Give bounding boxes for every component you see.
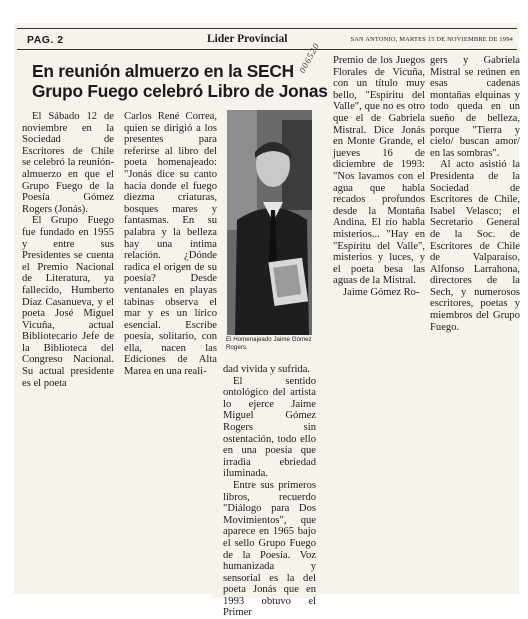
paragraph: gers y Gabriela Mistral se reúnen en esas cadenas montañas elquinas y todo queda en un sueño de belleza, porque "Tierra y cielo/ buscan amor/ en las sombras".	[430, 55, 520, 159]
column-1	[22, 111, 114, 389]
paragraph: El Sábado 12 de noviembre en la Sociedad de Escritores de Chile se celebró la reunión-almuerzo en que el Grupo Fuego de la Poesía Gómez Rogers (Jonás).	[22, 111, 114, 215]
column-5	[430, 55, 520, 333]
paragraph: dad vivida y sufrida.	[223, 364, 311, 375]
paragraph: Jaime Gómez Ro-	[343, 286, 420, 298]
paragraph: El sentido ontológico del artista lo ejerce Jaime Miguel Gómez Rogers sin ostentación, todo ello en una poesía que irradia ebriedad iluminada.	[223, 375, 316, 480]
page-header	[17, 28, 517, 50]
photo-caption: El Homenajeado Jaime Gómez Rogers.	[226, 336, 312, 351]
publication-name: Lider Provincial	[207, 33, 288, 45]
paragraph: El Grupo Fuego fue fundado en 1955 y entre sus Presidentes se cuenta el Premio Nacional de Literatura, ya fallecido, Humberto Díaz Casanueva, y el poeta José Miguel Vicuña, actual Bibliotecario Jefe de la Biblioteca del Congreso Nacional. Su actual presidente es el poeta	[22, 215, 114, 389]
page-number: PAG. 2	[27, 34, 64, 46]
date-line: SAN ANTONIO, MARTES 15 DE NOVIEMBRE DE 1994	[350, 36, 513, 43]
column-4	[333, 55, 425, 298]
column-3	[223, 364, 316, 619]
headline: En reunión almuerzo en la SECH Grupo Fuego celebró Libro de Jonas	[32, 61, 328, 101]
column-2	[124, 111, 217, 378]
paragraph: Entre sus primeros libros, recuerdo "Diálogo para Dos Movimientos", que aparece en 1965 bajo el sello Grupo Fuego de la Poesía. Voz humanizada y sensorial es la del poeta Jonás que en 1993 obtuvo el Primer	[223, 479, 316, 619]
portrait-photo	[227, 110, 312, 335]
header-top-rule	[17, 28, 517, 29]
paragraph: Carlos René Correa, quien se dirigió a los presentes para referirse al libro del poeta homenajeado: "Jonás dice su canto hacia donde el fuego diezma criaturas, bosques mares y fantasmas. En su palabra y la belleza hay una íntima relación. ¿Dónde radica el origen de su poesía? Desde ventanales en playas tabinas observa el mar y es un lírico esencial. Escribe poesía, solitario, con ella, nacen las Ediciones de Alta Marea en una reali-	[124, 111, 217, 378]
header-bottom-rule	[17, 49, 517, 50]
archive-stamp: 006520	[297, 40, 322, 75]
paragraph: Al acto asistió la Presidenta de la Sociedad de Escritores de Chile, Isabel Velasco; el Secretario General de la Soc. de Escritores de Chile de Valparaíso, Alfonso Larrahona, directores de la Sech, y numerosos escritores, poetas y miembros del Grupo Fuego.	[430, 159, 520, 333]
portrait-figure	[227, 110, 312, 335]
paragraph: Premio de los Juegos Florales de Vicuña, con un título muy bello, "Espíritu del Valle", que no es otro que el de Gabriela Mistral. Dice Jonás en Monte Grande, el jueves 16 de diciembre de 1993: "Nos lavamos con el agua que habla recados profundos desde la Montaña Andina. El río habla misterios... "Hay en "Espíritu del Valle", misterios y luces, y el poeta besa las aguas de la Mistral.	[333, 55, 425, 287]
